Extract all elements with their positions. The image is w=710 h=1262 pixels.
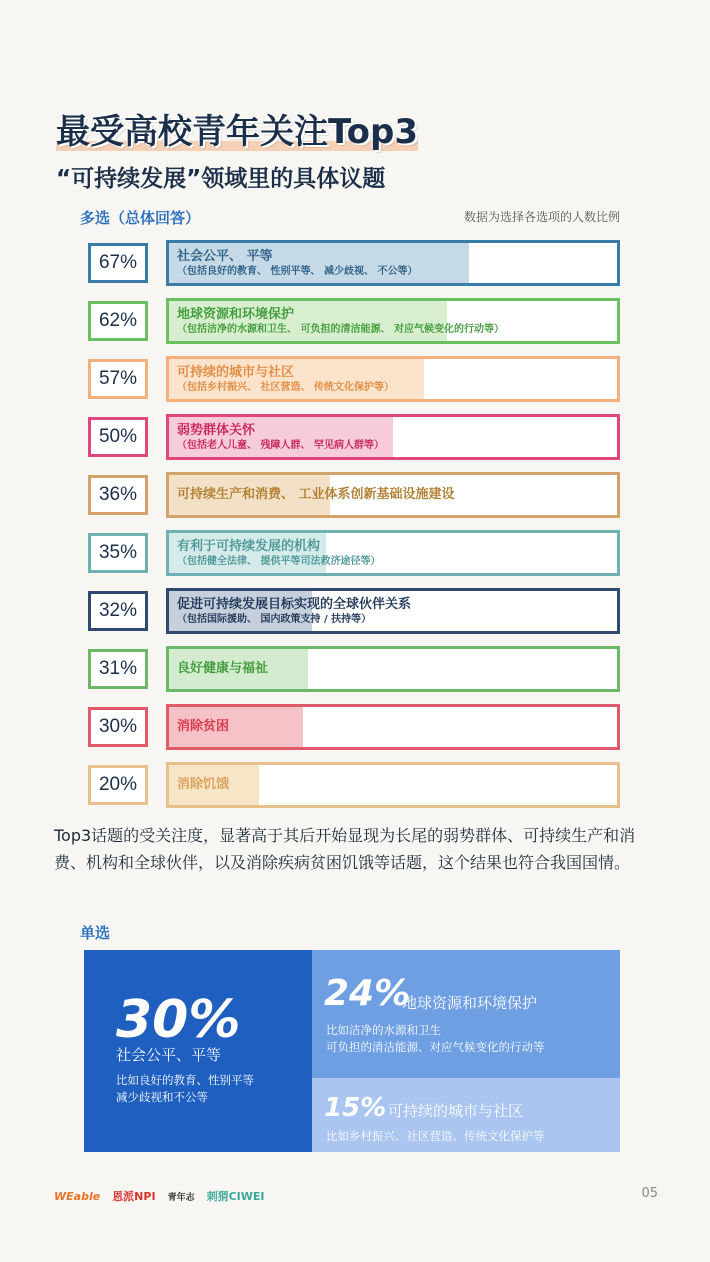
category-label: 良好健康与福祉 (177, 661, 269, 676)
single-title-1: 社会公平、平等 (116, 1046, 222, 1064)
single-desc-2a: 比如洁净的水源和卫生 (326, 1023, 441, 1037)
bar-text (177, 591, 613, 631)
single-desc-1a: 比如良好的教育、性别平等 (116, 1073, 254, 1087)
value-label: 50% (88, 417, 148, 457)
chart-row (88, 240, 620, 286)
logo-weable: WEable (54, 1189, 101, 1203)
category-sublabel: （包括国际援助、 国内政策支持 / 扶持等） (177, 613, 372, 625)
category-label: 促进可持续发展目标实现的全球伙伴关系 (177, 596, 412, 612)
chart-row (88, 414, 620, 460)
logo-ciwei: 刺猬CIWEI (206, 1190, 265, 1203)
page-number: 05 (641, 1186, 658, 1201)
value-label: 57% (88, 359, 148, 399)
bar-text (177, 765, 613, 805)
category-label: 消除贫困 (177, 719, 230, 734)
category-sublabel: （包括良好的教育、 性别平等、 减少歧视、 不公等） (177, 265, 418, 277)
bar-text (177, 649, 613, 689)
value-label: 20% (88, 765, 148, 805)
single-pct-2: 24% (324, 973, 411, 1014)
category-sublabel: （包括洁净的水源和卫生、 可负担的清洁能源、 对应气候变化的行动等） (177, 323, 504, 335)
category-label: 可持续的城市与社区 (177, 364, 295, 380)
chart-row (88, 588, 620, 634)
single-desc-3: 比如乡村振兴、社区营造、传统文化保护等 (326, 1129, 545, 1143)
chart-row (88, 704, 620, 750)
value-label: 67% (88, 243, 148, 283)
category-sublabel: （包括乡村振兴、 社区营造、 传统文化保护等） (177, 381, 394, 393)
bar-text (177, 301, 613, 341)
single-pct-3: 15% (324, 1093, 387, 1123)
category-sublabel: （包括老人儿童、 残障人群、 罕见病人群等） (177, 439, 384, 451)
single-title-3: 可持续的城市与社区 (388, 1102, 524, 1120)
category-label: 有利于可持续发展的机构 (177, 538, 321, 554)
bar-frame (166, 704, 620, 750)
multi-select-label: 多选（总体回答） (80, 209, 201, 227)
bar-frame (166, 356, 620, 402)
bar-frame (166, 646, 620, 692)
bar-frame (166, 414, 620, 460)
chart-row (88, 298, 620, 344)
chart-row (88, 530, 620, 576)
bar-frame (166, 240, 620, 286)
value-label: 30% (88, 707, 148, 747)
title-line-1: 最受高校青年关注Top3 (56, 112, 419, 152)
bar-text (177, 707, 613, 747)
single-title-2: 地球资源和环境保护 (402, 994, 538, 1012)
chart-row (88, 646, 620, 692)
value-label: 36% (88, 475, 148, 515)
footer-logos (54, 1188, 264, 1204)
category-label: 社会公平、 平等 (177, 248, 273, 264)
value-label: 32% (88, 591, 148, 631)
data-note: 数据为选择各选项的人数比例 (463, 210, 620, 224)
summary-paragraph: Top3话题的受关注度，显著高于其后开始显现为长尾的弱势群体、可持续生产和消费、机构和全球伙伴，以及消除疾病贫困饥饿等话题，这个结果也符合我国国情。 (54, 826, 636, 872)
value-label: 35% (88, 533, 148, 573)
bar-text (177, 243, 613, 283)
single-desc-2b: 可负担的清洁能源、对应气候变化的行动等 (326, 1040, 545, 1054)
category-label: 地球资源和环境保护 (177, 306, 295, 322)
value-label: 31% (88, 649, 148, 689)
title-line-2: “可持续发展”领域里的具体议题 (56, 166, 386, 192)
bar-frame (166, 530, 620, 576)
logo-qingnianzhi: 青年志 (167, 1192, 195, 1203)
single-panel-3 (312, 1078, 620, 1152)
category-label: 消除饥饿 (177, 777, 230, 792)
single-desc-1b: 减少歧视和不公等 (116, 1090, 208, 1104)
single-pct-1: 30% (116, 990, 241, 1050)
bar-frame (166, 588, 620, 634)
single-panel-1 (84, 950, 312, 1152)
bar-frame (166, 298, 620, 344)
bar-frame (166, 472, 620, 518)
single-select-label: 单选 (80, 924, 111, 942)
bar-frame (166, 762, 620, 808)
bar-text (177, 533, 613, 573)
bar-text (177, 475, 613, 515)
chart-row (88, 762, 620, 808)
chart-row (88, 472, 620, 518)
value-label: 62% (88, 301, 148, 341)
bar-text (177, 359, 613, 399)
logo-npi: 恩派NPI (112, 1190, 156, 1203)
single-panel-2 (312, 950, 620, 1078)
chart-row (88, 356, 620, 402)
bar-text (177, 417, 613, 457)
category-label: 弱势群体关怀 (177, 422, 256, 438)
category-label: 可持续生产和消费、 工业体系创新基础设施建设 (177, 487, 455, 502)
category-sublabel: （包括健全法律、 提供平等司法救济途径等） (177, 555, 381, 567)
